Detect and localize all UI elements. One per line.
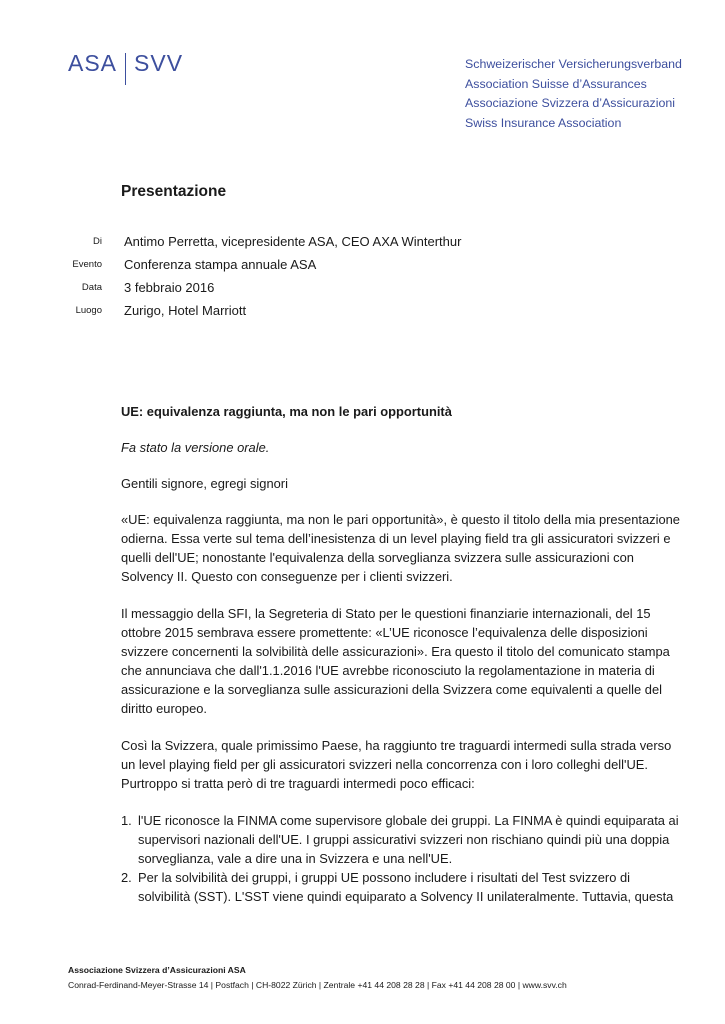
meta-row-di — [0, 234, 725, 257]
meta-label-data: Data — [81, 282, 102, 293]
org-name-it: Associazione Svizzera d’Assicurazioni — [465, 96, 676, 110]
org-name-de: Schweizerischer Versicherungsverband — [465, 57, 682, 71]
meta-row-data — [0, 280, 725, 303]
meta-value-data: 3 febbraio 2016 — [124, 280, 215, 295]
page-footer — [68, 963, 567, 993]
list-item — [121, 868, 681, 906]
meta-value-di: Antimo Perretta, vicepresidente ASA, CEO AXA Winterthur — [124, 234, 462, 249]
footer-address: Conrad-Ferdinand-Meyer-Strasse 14 | Postfach | CH-8022 Zürich | Zentrale +41 44 208 28 28 | Fax +41 44 208 28 00 | www.svv.ch — [68, 980, 567, 990]
org-name-en: Swiss Insurance Association — [465, 115, 622, 130]
meta-label-luogo: Luogo — [75, 305, 102, 316]
document-body — [121, 402, 681, 906]
meta-label-evento: Evento — [72, 259, 102, 270]
paragraph-3: Così la Svizzera, quale primissimo Paese, ha raggiunto tre traguardi intermedi sulla strada verso un level playing field per gli assicuratori svizzeri nella concorrenza con i loro colleghi dell'UE. Purtroppo si tratta però di tre traguardi intermedi poco efficaci: — [121, 738, 672, 791]
org-name-fr: Association Suisse d’Assurances — [465, 76, 647, 91]
list-item-text: Per la solvibilità dei gruppi, i gruppi UE possono includere i risultati del Test svizzero di solvibilità (SST). L'SST viene quindi equiparato a Solvency II unilateralmente. Tuttavia, questa — [138, 870, 674, 904]
meta-row-luogo — [0, 303, 725, 326]
list-item-number: 2. — [121, 870, 132, 885]
asa-svv-logo — [68, 47, 183, 79]
list-item — [121, 811, 681, 868]
document-type-heading: Presentazione — [121, 183, 227, 200]
numbered-list — [121, 811, 681, 906]
subject-heading: UE: equivalenza raggiunta, ma non le pari opportunità — [121, 404, 452, 419]
meta-value-evento: Conferenza stampa annuale ASA — [124, 257, 317, 272]
logo-divider — [125, 53, 126, 85]
meta-label-di: Di — [93, 236, 102, 247]
list-item-number: 1. — [121, 813, 132, 828]
metadata-block — [0, 234, 725, 326]
meta-value-luogo: Zurigo, Hotel Marriott — [124, 303, 247, 318]
footer-organization: Associazione Svizzera d’Assicurazioni ASA — [68, 965, 246, 975]
logo-svv: SVV — [134, 49, 184, 76]
meta-row-evento — [0, 257, 725, 280]
paragraph-1: «UE: equivalenza raggiunta, ma non le pari opportunità», è questo il titolo della mia presentazione odierna. Essa verte sul tema dell’inesistenza di un level playing field tra gli assicuratori svizzeri e quelli dell'UE; nonostante l'equivalenza della sorveglianza svizzera sulle assicurazioni con Solvency II. Questo con conseguenze per i clienti svizzeri. — [121, 512, 680, 584]
oral-version-note: Fa stato la versione orale. — [121, 440, 270, 455]
paragraph-2: Il messaggio della SFI, la Segreteria di Stato per le questioni finanziarie internazionali, del 15 ottobre 2015 sembrava essere promettente: «L’UE riconosce l’equivalenza delle disposizioni svizzere concernenti la solvibilità delle assicurazioni». Era questo il titolo del comunicato stampa che annunciava che dall'1.1.2016 l'UE avrebbe riconosciuto la regolamentazione in materia di assicurazione e la sorveglianza sulle assicurazioni della Svizzera come equivalenti a quelle del diritto europeo. — [121, 606, 670, 716]
logo-asa: ASA — [68, 49, 118, 76]
greeting: Gentili signore, egregi signori — [121, 476, 288, 491]
list-item-text: l'UE riconosce la FINMA come supervisore globale dei gruppi. La FINMA è quindi equiparata ai supervisori nazionali dell'UE. I gruppi assicurativi svizzeri non rischiano quindi più una doppia sorveglianza, vale a dire una in Svizzera e una nell'UE. — [138, 813, 679, 866]
organization-names — [465, 55, 682, 133]
